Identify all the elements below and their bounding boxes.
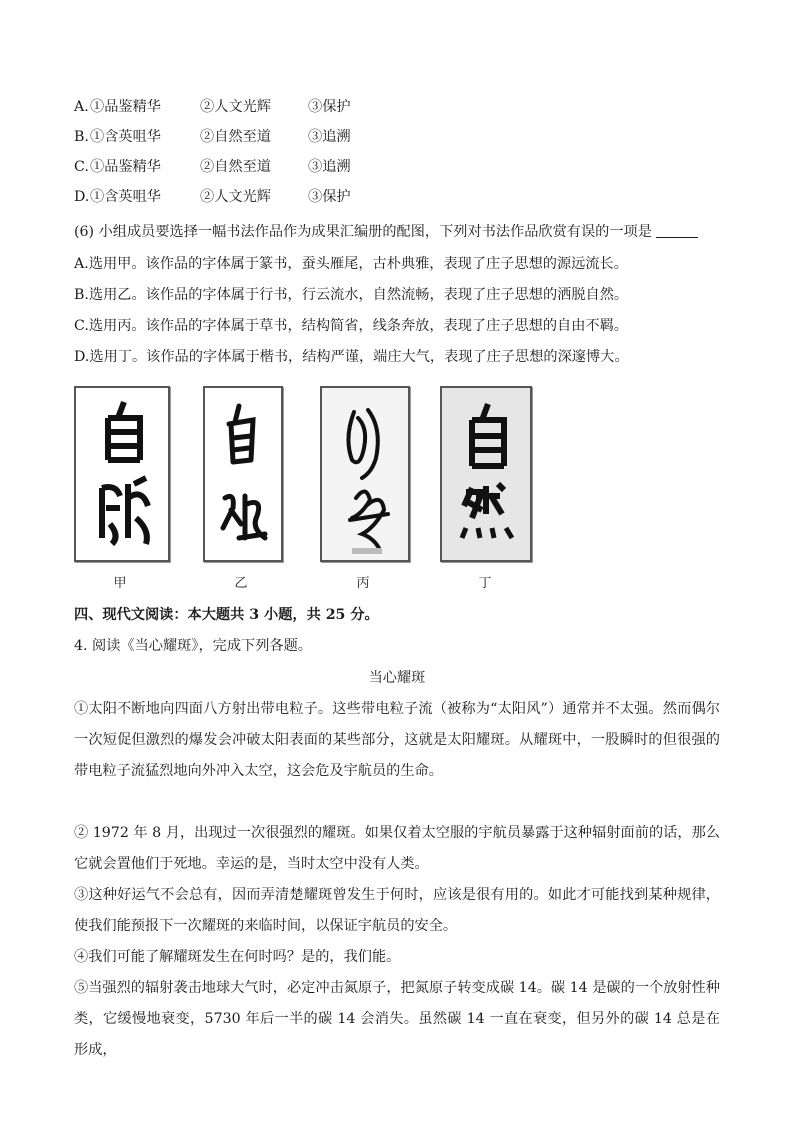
q6-option-b: B.选用乙。该作品的字体属于行书，行云流水，自然流畅，表现了庄子思想的洒脱自然。 <box>74 287 629 303</box>
caption-bing: 丙 <box>356 576 370 591</box>
calligraphy-yi-image <box>203 386 283 562</box>
caption-ding: 丁 <box>478 576 492 591</box>
q6-stem: (6) 小组成员要选择一幅书法作品作为成果汇编册的配图，下列对书法作品欣赏有误的一项是 <box>74 224 652 240</box>
article-paragraph-2: ② 1972 年 8 月，出现过一次很强烈的耀斑。如果仅着太空服的宇航员暴露于这种辐射面前的话，那么它就会置他们于死地。幸运的是，当时太空中没有人类。 <box>74 825 720 872</box>
option-item-3: ③保护 <box>308 189 351 205</box>
option-letter-and-first: D. <box>74 189 90 205</box>
q6-option-a: A.选用甲。该作品的字体属于篆书，蚕头雁尾，古朴典雅，表现了庄子思想的源远流长。 <box>74 256 628 272</box>
calligraphy-ding-image <box>440 386 532 562</box>
option-item-2: ②人文光辉 <box>200 99 271 115</box>
option-item-2: ②自然至道 <box>200 159 271 175</box>
caption-jia: 甲 <box>113 576 127 591</box>
caption-yi: 乙 <box>234 576 248 591</box>
article-paragraph-3: ③这种好运气不会总有，因而弄清楚耀斑曾发生于何时，应该是很有用的。如此才可能找到某种规律，使我们能预报下一次耀斑的来临时间，以保证宇航员的安全。 <box>74 887 720 934</box>
option-item-3: ③保护 <box>308 99 351 115</box>
option-item-2: ②人文光辉 <box>200 189 271 205</box>
option-item-1: ①含英咀华 <box>90 189 161 205</box>
answer-blank[interactable] <box>656 223 698 238</box>
option-letter-and-first: A. <box>74 99 89 115</box>
calligraphy-jia-image <box>74 386 170 562</box>
option-letter-and-first: B. <box>74 129 89 145</box>
article-paragraph-1: ①太阳不断地向四面八方射出带电粒子。这些带电粒子流（被称为“太阳风”）通常并不太强。然而偶尔一次短促但激烈的爆发会冲破太阳表面的某些部分，这就是太阳耀斑。从耀斑中，一股瞬时的但很强的带电粒子流猛烈地向外冲入太空，这会危及宇航员的生命。 <box>74 701 720 779</box>
section-heading: 四、现代文阅读：本大题共 3 小题，共 25 分。 <box>74 607 379 623</box>
option-letter-and-first: C. <box>74 159 89 175</box>
article-title: 当心耀斑 <box>368 670 426 686</box>
q6-option-c: C.选用丙。该作品的字体属于草书，结构简省，线条奔放，表现了庄子思想的自由不羁。 <box>74 318 628 334</box>
option-item-3: ③追溯 <box>308 129 351 145</box>
question-4-intro: 4. 阅读《当心耀斑》，完成下列各题。 <box>74 638 312 654</box>
calligraphy-bing-image <box>320 386 410 562</box>
option-item-3: ③追溯 <box>308 159 351 175</box>
article-paragraph-4: ④我们可能了解耀斑发生在何时吗？是的，我们能。 <box>74 949 401 965</box>
option-item-1: ①品鉴精华 <box>90 99 161 115</box>
option-item-1: ①品鉴精华 <box>90 159 161 175</box>
q6-option-d: D.选用丁。该作品的字体属于楷书，结构严谨，端庄大气，表现了庄子思想的深邃博大。 <box>74 349 629 365</box>
article-paragraph-5: ⑤当强烈的辐射袭击地球大气时，必定冲击氮原子，把氮原子转变成碳 14。碳 14 是碳的一个放射性种类，它缓慢地衰变，5730 年后一半的碳 14 会消失。虽然碳 14 一直在衰变，但另外的碳 14 总是在形成， <box>74 980 720 1058</box>
option-item-1: ①含英咀华 <box>90 129 161 145</box>
option-item-2: ②自然至道 <box>200 129 271 145</box>
q6-stem-line <box>74 222 698 242</box>
